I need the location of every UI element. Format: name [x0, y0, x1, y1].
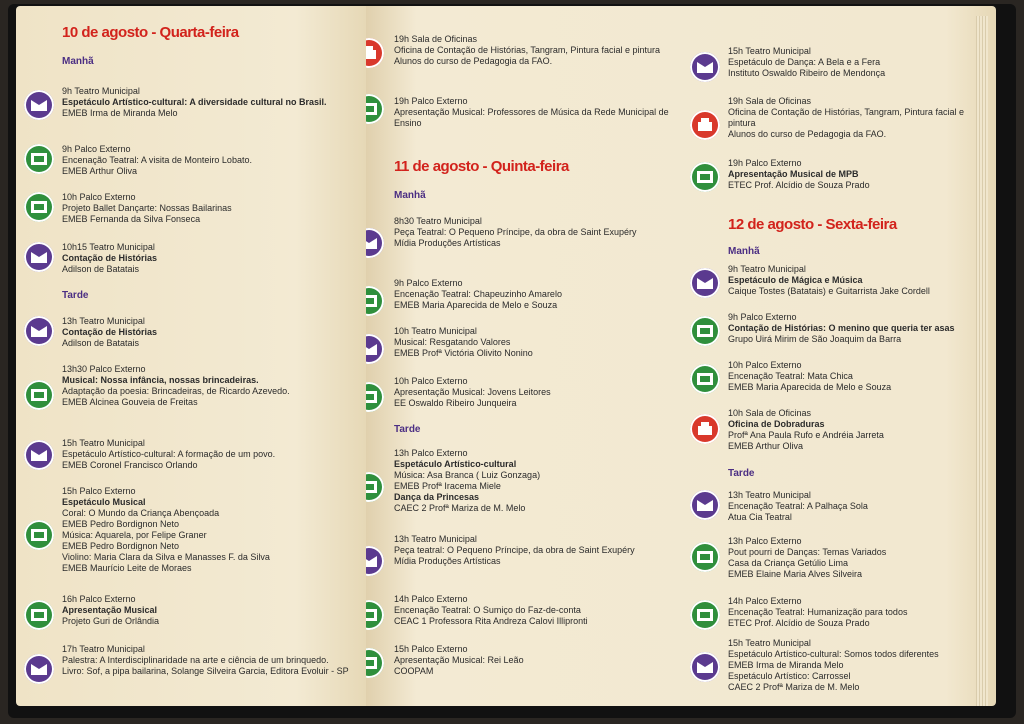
- event-time: 9h Teatro Municipal: [62, 86, 140, 96]
- event-detail: Música: Asa Branca ( Luiz Gonzaga): [394, 470, 541, 480]
- stage-icon: [690, 364, 720, 394]
- event-title: Espetáculo de Dança: A Bela e a Fera: [728, 57, 881, 67]
- event-title: Musical: Resgatando Valores: [394, 337, 511, 347]
- event-group: EMEB Maria Aparecida de Melo e Souza: [394, 300, 558, 310]
- stage-icon: [366, 600, 384, 630]
- event-time: 15h Teatro Municipal: [62, 438, 145, 448]
- event-time: 15h Palco Externo: [62, 486, 136, 496]
- event-time: 9h Palco Externo: [62, 144, 131, 154]
- event-item: [394, 34, 674, 67]
- event-group: EMEB Profª Iracema Miele: [394, 481, 501, 491]
- stage-icon: [24, 380, 54, 410]
- stage-icon: [366, 286, 384, 316]
- event-detail: Coral: O Mundo da Criança Abençoada: [62, 508, 220, 518]
- event-title: Encenação Teatral: Chapeuzinho Amarelo: [394, 289, 562, 299]
- event-time: 16h Palco Externo: [62, 594, 136, 604]
- event-group: Atua Cia Teatral: [728, 512, 792, 522]
- theater-icon: [366, 546, 384, 576]
- event-group: CAEC 2 Profª Mariza de M. Melo: [394, 503, 526, 513]
- event-item: [62, 242, 352, 275]
- event-title: Contação de Histórias: [62, 327, 158, 337]
- event-group: Grupo Uirá Mirim de São Joaquim da Barra: [728, 334, 902, 344]
- event-group: EMEB Arthur Oliva: [62, 166, 138, 176]
- event-group: EMEB Pedro Bordignon Neto: [62, 541, 180, 551]
- period-morning: Manhã: [728, 246, 760, 257]
- period-morning: Manhã: [62, 56, 94, 67]
- right-page: [366, 6, 996, 706]
- event-title: Encenação Teatral: Mata Chica: [728, 371, 853, 381]
- event-group: Profª Ana Paula Rufo e Andréia Jarreta: [728, 430, 884, 440]
- event-time: 10h Sala de Oficinas: [728, 408, 812, 418]
- event-title: Pout pourri de Danças: Temas Variados: [728, 547, 887, 557]
- event-time: 14h Palco Externo: [728, 596, 802, 606]
- event-time: 9h Teatro Municipal: [728, 264, 806, 274]
- event-group: EMEB Fernanda da Silva Fonseca: [62, 214, 201, 224]
- event-time: 14h Palco Externo: [394, 594, 468, 604]
- event-item: [394, 376, 674, 409]
- stage-icon: [690, 162, 720, 192]
- event-time: 13h Palco Externo: [394, 448, 468, 458]
- event-item: [394, 534, 674, 567]
- stage-icon: [366, 472, 384, 502]
- event-group: EE Oswaldo Ribeiro Junqueira: [394, 398, 517, 408]
- event-title: Apresentação Musical: [62, 605, 158, 615]
- event-item: [394, 278, 674, 311]
- event-title: Musical: Nossa infância, nossas brincadeiras.: [62, 375, 259, 385]
- event-time: 19h Sala de Oficinas: [728, 96, 812, 106]
- event-group: ETEC Prof. Alcídio de Souza Prado: [728, 618, 870, 628]
- theater-icon: [690, 652, 720, 682]
- workshop-icon: [690, 414, 720, 444]
- event-title: Contação de Histórias: [62, 253, 158, 263]
- stage-icon: [24, 520, 54, 550]
- event-time: 19h Palco Externo: [394, 96, 468, 106]
- workshop-icon: [690, 110, 720, 140]
- event-item: [728, 46, 988, 79]
- event-item: [394, 448, 674, 514]
- event-item: [62, 486, 352, 574]
- event-group: Instituto Oswaldo Ribeiro de Mendonça: [728, 68, 886, 78]
- day-heading-10: 10 de agosto - Quarta-feira: [62, 24, 239, 41]
- period-afternoon: Tarde: [728, 468, 755, 479]
- event-group: Casa da Criança Getúlio Lima: [728, 558, 849, 568]
- event-group: EMEB Elaine Maria Alves Silveira: [728, 569, 863, 579]
- event-group: Alunos do curso de Pedagogia da FAO.: [394, 56, 553, 66]
- event-item: [394, 216, 674, 249]
- event-item: [62, 86, 352, 119]
- event-detail: Adaptação da poesia: Brincadeiras, de Ricardo Azevedo.: [62, 386, 290, 396]
- stage-icon: [24, 144, 54, 174]
- event-title: Espetáculo Artístico-cultural: A formação de um povo.: [62, 449, 276, 459]
- event-group: CAEC 2 Profª Mariza de M. Melo: [728, 682, 860, 692]
- event-time: 15h Palco Externo: [394, 644, 468, 654]
- event-title: Apresentação Musical: Rei Leão: [394, 655, 524, 665]
- theater-icon: [690, 490, 720, 520]
- workshop-icon: [366, 38, 384, 68]
- theater-icon: [24, 654, 54, 684]
- event-title: Apresentação Musical: Jovens Leitores: [394, 387, 551, 397]
- event-title: Peça Teatral: O Pequeno Príncipe, da obra de Saint Exupéry: [394, 227, 637, 237]
- left-page: [16, 6, 366, 706]
- event-item: [62, 438, 352, 471]
- stage-icon: [690, 316, 720, 346]
- event-item: [394, 96, 674, 129]
- event-group: Caique Tostes (Batatais) e Guitarrista Jake Cordell: [728, 286, 930, 296]
- theater-icon: [24, 242, 54, 272]
- event-item: [62, 144, 352, 177]
- event-item: [728, 490, 988, 523]
- stage-icon: [24, 192, 54, 222]
- event-time: 19h Sala de Oficinas: [394, 34, 478, 44]
- event-item: [62, 594, 352, 627]
- day-heading-11: 11 de agosto - Quinta-feira: [394, 158, 569, 175]
- event-group: EMEB Alcinea Gouveia de Freitas: [62, 397, 198, 407]
- event-group: Projeto Guri de Orlândia: [62, 616, 160, 626]
- stage-icon: [366, 648, 384, 678]
- event-group: EMEB Maurício Leite de Moraes: [62, 563, 192, 573]
- stage-icon: [366, 94, 384, 124]
- event-item: [728, 96, 988, 140]
- event-time: 13h Teatro Municipal: [394, 534, 477, 544]
- theater-icon: [690, 52, 720, 82]
- theater-icon: [690, 268, 720, 298]
- event-title: Encenação Teatral: Humanização para todos: [728, 607, 908, 617]
- event-detail: Dança da Princesas: [394, 492, 480, 502]
- event-time: 9h Palco Externo: [394, 278, 463, 288]
- event-title: Encenação Teatral: A Palhaça Sola: [728, 501, 868, 511]
- event-item: [728, 360, 988, 393]
- event-title: Espetáculo Artístico-cultural: [394, 459, 517, 469]
- theater-icon: [24, 440, 54, 470]
- event-item: [728, 408, 988, 452]
- period-afternoon: Tarde: [62, 290, 89, 301]
- event-title: Espetáculo Musical: [62, 497, 146, 507]
- event-item: [728, 158, 988, 191]
- theater-icon: [24, 316, 54, 346]
- event-item: [62, 364, 352, 408]
- event-group: Adilson de Batatais: [62, 264, 140, 274]
- event-group: Mídia Produções Artísticas: [394, 556, 501, 566]
- event-time: 10h Palco Externo: [62, 192, 136, 202]
- event-time: 13h Teatro Municipal: [728, 490, 811, 500]
- period-morning: Manhã: [394, 190, 426, 201]
- event-item: [62, 316, 352, 349]
- event-group: EMEB Pedro Bordignon Neto: [62, 519, 180, 529]
- event-title: Espetáculo Artístico-cultural: A diversidade cultural no Brasil.: [62, 97, 327, 107]
- event-group: CEAC 1 Professora Rita Andreza Calovi Illipronti: [394, 616, 588, 626]
- event-item: [728, 536, 988, 580]
- day-heading-12: 12 de agosto - Sexta-feira: [728, 216, 897, 233]
- event-item: [394, 594, 674, 627]
- event-item: [62, 192, 352, 225]
- event-item: [728, 264, 988, 297]
- period-afternoon: Tarde: [394, 424, 421, 435]
- event-time: 10h Teatro Municipal: [394, 326, 477, 336]
- event-title: Palestra: A Interdisciplinaridade na arte e ciência de um brinquedo. Livro: Sof, a pipa bailarina, Solange Silveira Garcia, Editora Evoluir - SP: [62, 655, 349, 676]
- event-title: Projeto Ballet Dançarte: Nossas Bailarinas: [62, 203, 232, 213]
- stage-icon: [690, 542, 720, 572]
- event-group: EMEB Arthur Oliva: [728, 441, 804, 451]
- event-detail: Espetáculo Artístico: Carrossel: [728, 671, 851, 681]
- event-time: 13h Palco Externo: [728, 536, 802, 546]
- event-group: EMEB Irma de Miranda Melo: [62, 108, 178, 118]
- event-item: [728, 596, 988, 629]
- event-title: Contação de Histórias: O menino que queria ter asas: [728, 323, 955, 333]
- event-title: Oficina de Dobraduras: [728, 419, 825, 429]
- event-title: Apresentação Musical de MPB: [728, 169, 859, 179]
- event-title: Espetáculo de Mágica e Música: [728, 275, 863, 285]
- event-title: Encenação Teatral: O Sumiço do Faz-de-conta: [394, 605, 581, 615]
- event-time: 13h30 Palco Externo: [62, 364, 146, 374]
- event-group: EMEB Coronel Francisco Orlando: [62, 460, 198, 470]
- event-time: 13h Teatro Municipal: [62, 316, 145, 326]
- event-title: Peça teatral: O Pequeno Príncipe, da obra de Saint Exupéry: [394, 545, 635, 555]
- event-detail: Música: Aquarela, por Felipe Graner: [62, 530, 207, 540]
- stage-icon: [24, 600, 54, 630]
- stage-icon: [690, 600, 720, 630]
- event-time: 17h Teatro Municipal: [62, 644, 145, 654]
- event-time: 9h Palco Externo: [728, 312, 797, 322]
- event-time: 15h Teatro Municipal: [728, 46, 811, 56]
- event-time: 10h Palco Externo: [394, 376, 468, 386]
- theater-icon: [366, 334, 384, 364]
- event-item: [728, 312, 988, 345]
- event-title: Oficina de Contação de Histórias, Tangram, Pintura facial e pintura: [394, 45, 660, 55]
- event-group: Adilson de Batatais: [62, 338, 140, 348]
- event-group: ETEC Prof. Alcídio de Souza Prado: [728, 180, 870, 190]
- event-item: [394, 326, 674, 359]
- theater-icon: [366, 228, 384, 258]
- stage-icon: [366, 382, 384, 412]
- event-time: 15h Teatro Municipal: [728, 638, 811, 648]
- event-time: 19h Palco Externo: [728, 158, 802, 168]
- event-title: Encenação Teatral: A visita de Monteiro Lobato.: [62, 155, 252, 165]
- event-group: Mídia Produções Artísticas: [394, 238, 501, 248]
- event-item: [394, 644, 674, 677]
- event-item: [62, 644, 352, 677]
- theater-icon: [24, 90, 54, 120]
- event-detail: Violino: Maria Clara da Silva e Manasses F. da Silva: [62, 552, 270, 562]
- event-time: 8h30 Teatro Municipal: [394, 216, 482, 226]
- event-group: EMEB Irma de Miranda Melo: [728, 660, 844, 670]
- event-title: Apresentação Musical: Professores de Música da Rede Municipal de Ensino: [394, 107, 669, 128]
- event-time: 10h15 Teatro Municipal: [62, 242, 155, 252]
- page-edges: [976, 16, 988, 706]
- event-title: Espetáculo Artístico-cultural: Somos todos diferentes: [728, 649, 939, 659]
- event-group: EMEB Maria Aparecida de Melo e Souza: [728, 382, 892, 392]
- event-group: COOPAM: [394, 666, 434, 676]
- event-title: Oficina de Contação de Histórias, Tangram, Pintura facial e pintura: [728, 107, 964, 128]
- event-group: Alunos do curso de Pedagogia da FAO.: [728, 129, 887, 139]
- event-time: 10h Palco Externo: [728, 360, 802, 370]
- event-group: EMEB Profª Victória Olivito Nonino: [394, 348, 533, 358]
- event-item: [728, 638, 988, 693]
